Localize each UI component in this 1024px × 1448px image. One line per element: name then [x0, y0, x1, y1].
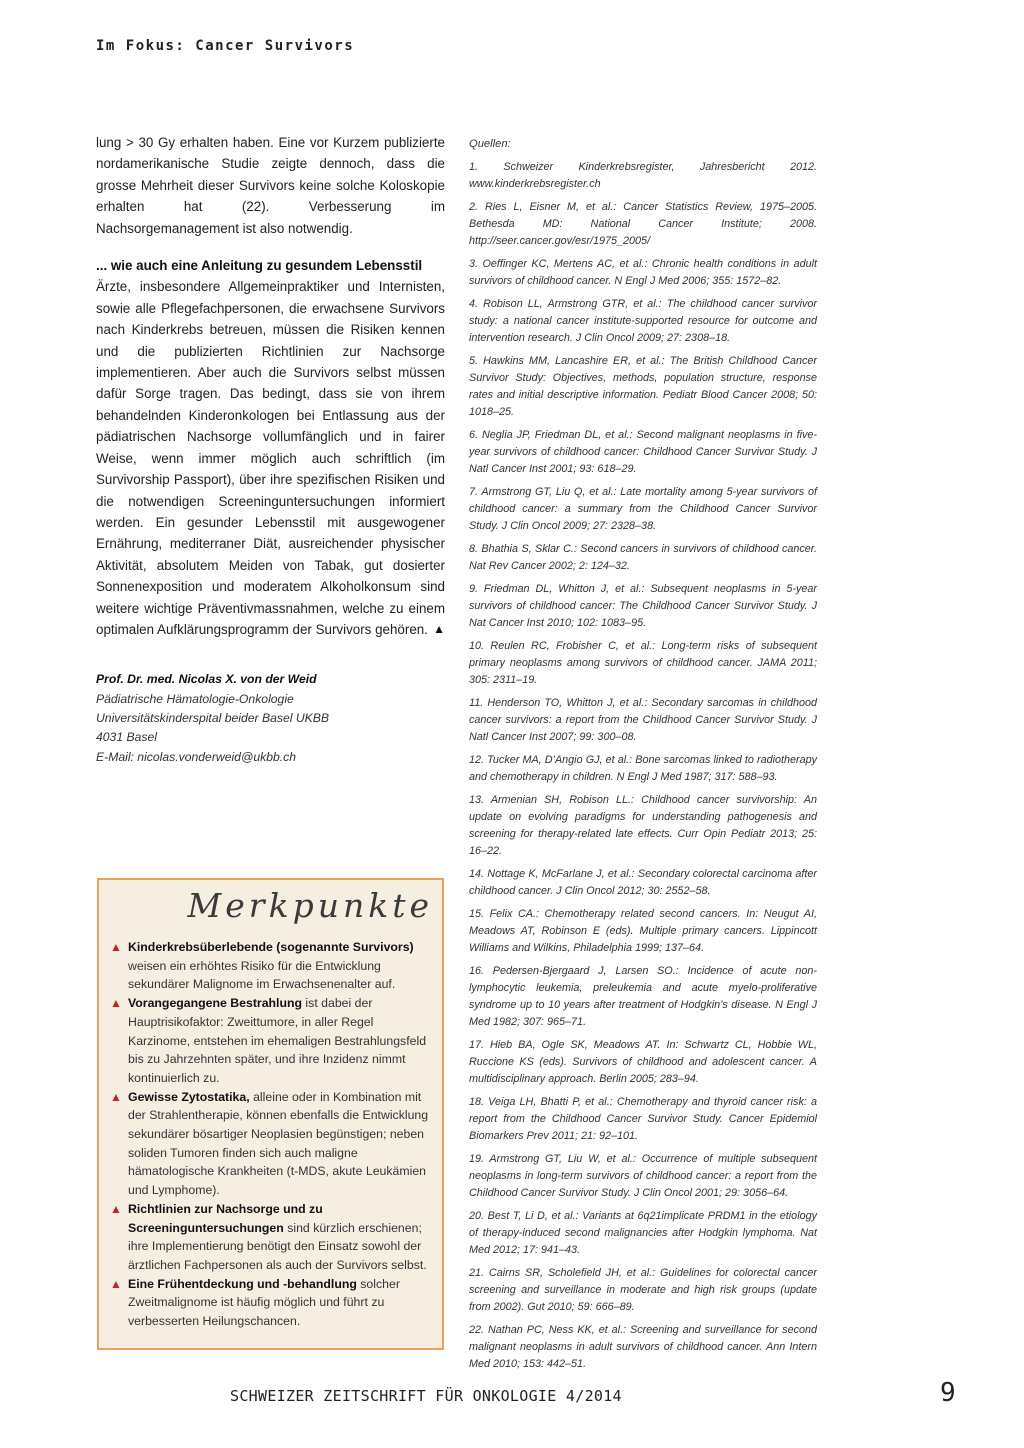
merkpunkte-box: [97, 878, 444, 1350]
reference-item: 10. Reulen RC, Frobisher C, et al.: Long-term risks of subsequent primary neoplasms among survivors of childhood cancer. JAMA 2011; 305: 2311–19.: [469, 640, 817, 686]
merkpunkte-item-text: weisen ein erhöhtes Risiko für die Entwicklung sekundärer Malignome im Erwachsenenalter auf.: [128, 958, 396, 992]
main-paragraph: [96, 276, 445, 640]
merkpunkte-list: [109, 938, 429, 1331]
reference-item: 1. Schweizer Kinderkrebsregister, Jahresbericht 2012. www.kinderkrebsregister.ch: [469, 161, 817, 190]
reference-item: 6. Neglia JP, Friedman DL, et al.: Second malignant neoplasms in five-year survivors of childhood cancer: Childhood Cancer Survivor Study. J Natl Cancer Inst 2001; 93: 618–29.: [469, 429, 817, 475]
merkpunkte-item-bold: Eine Frühentdeckung und -behandlung: [128, 1276, 357, 1291]
merkpunkte-item: [109, 994, 429, 1088]
left-column: [96, 132, 445, 767]
author-email[interactable]: E-Mail: nicolas.vonderweid@ukbb.ch: [96, 749, 297, 764]
reference-item: 5. Hawkins MM, Lancashire ER, et al.: The British Childhood Cancer Survivor Study: Objectives, methods, population structure, response rates and initial descriptive information. Pediatr Blood Cancer 2008; 50: 1018–25.: [469, 355, 817, 418]
merkpunkte-item-text: alleine oder in Kombination mit der Strahlentherapie, können ebenfalls die Entwicklung sekundärer bösartiger Neoplasien begünstigen; neben soliden Tumoren finden sich auch maligne hämatologische Krankheiten (t-MDS, akute Leukämien und Lymphome).: [128, 1089, 429, 1198]
reference-item: 14. Nottage K, McFarlane J, et al.: Secondary colorectal carcinoma after childhood cancer. J Clin Oncol 2012; 30: 2552–58.: [469, 868, 817, 897]
author-city: 4031 Basel: [96, 730, 157, 745]
merkpunkte-title: Merkpunkte: [187, 886, 433, 925]
intro-paragraph: lung > 30 Gy erhalten haben. Eine vor Kurzem publizierte nordamerikanische Studie zeigte dennoch, dass die grosse Mehrheit dieser Survivors keine solche Koloskopie erhalten hat (22). Verbesserung im Nachsorgemanagement ist also notwendig.: [96, 135, 445, 236]
reference-item: 2. Ries L, Eisner M, et al.: Cancer Statistics Review, 1975–2005. Bethesda MD: National Cancer Institute; 2008. http://seer.cancer.gov/esr/1975_2005/: [469, 201, 817, 247]
merkpunkte-item: [109, 1275, 429, 1331]
author-block: [96, 670, 445, 766]
author-department: Pädiatrische Hämatologie-Onkologie: [96, 691, 294, 706]
merkpunkte-item: [109, 1088, 429, 1200]
end-of-article-icon: ▲: [433, 621, 445, 636]
reference-item: 8. Bhathia S, Sklar C.: Second cancers in survivors of childhood cancer. Nat Rev Cancer 2002; 2: 124–32.: [469, 543, 817, 572]
merkpunkte-item-text: sind kürzlich erschienen; ihre Implementierung benötigt den Einsatz sowohl der ärztlichen Fachpersonen als auch der Survivors selbst.: [128, 1220, 427, 1272]
merkpunkte-item-bold: Gewisse Zytostatika,: [128, 1089, 250, 1104]
merkpunkte-item-text: ist dabei der Hauptrisikofaktor: Zweittumore, in aller Regel Karzinome, entstehen im ehemaligen Bestrahlungsfeld bis zu Jahrzehnten später, und ihre Inzidenz nimmt kontinuierlich zu.: [128, 996, 427, 1085]
author-name: Prof. Dr. med. Nicolas X. von der Weid: [96, 672, 317, 687]
reference-item: 15. Felix CA.: Chemotherapy related second cancers. In: Neugut AI, Meadows AT, Robinson E (eds). Multiple primary cancers. Lippincott Williams and Wilkins, Philadelphia 1999; 137–64.: [469, 908, 817, 954]
triangle-bullet-icon: ▲: [110, 1089, 122, 1104]
reference-item: 11. Henderson TO, Whitton J, et al.: Secondary sarcomas in childhood cancer survivors: a report from the Childhood Cancer Survivor Study. J Natl Cancer Inst 2007; 99: 300–08.: [469, 697, 817, 743]
reference-item: 9. Friedman DL, Whitton J, et al.: Subsequent neoplasms in 5-year survivors of childhood cancer: The Childhood Cancer Survivor Study. J Nat Cancer Inst 2010; 102: 1083–95.: [469, 583, 817, 629]
main-paragraph-text: Ärzte, insbesondere Allgemeinpraktiker und Internisten, sowie alle Pflegefachpersonen, die erwachsene Survivors nach Kinderkrebs betreuen, müssen die Risiken kennen und die publizierten Richtlinien zur Nachsorge implementieren. Aber auch die Survivors selbst müssen dafür Sorge tragen. Das bedingt, dass sie von ihrem behandelnden Kinderonkologen bei Entlassung aus der pädiatrischen Nachsorge vollumfänglich und in fairer Weise, wenn immer möglich auch schriftlich (im Survivorship Passport), über ihre spezifischen Risiken und die notwendigen Screeninguntersuchungen informiert werden. Ein gesunder Lebensstil mit ausgewogener Ernährung, mediterraner Diät, ausreichender physischer Aktivität, absolutem Meiden von Tabak, gut dosierter Sonnenexposition und moderatem Alkoholkonsum sind weitere wichtige Präventivmassnahmen, welche zu einem optimalen Aufklärungsprogramm der Survivors gehören.: [96, 279, 445, 637]
merkpunkte-item-bold: Kinderkrebsüberlebende (sogenannte Survivors): [128, 940, 414, 954]
merkpunkte-item: [109, 1200, 429, 1275]
reference-item: 13. Armenian SH, Robison LL.: Childhood cancer survivorship: An update on evolving paradigms for understanding pathogenesis and screening for therapy-related late effects. Curr Opin Pediatr 2013; 25: 16–22.: [469, 794, 817, 857]
merkpunkte-item-text: solcher Zweitmalignome ist häufig möglich und führt zu verbesserten Heilungschancen.: [128, 1276, 400, 1329]
reference-item: 18. Veiga LH, Bhatti P, et al.: Chemotherapy and thyroid cancer risk: a report from the Childhood Cancer Survivor Study. Cancer Epidemiol Biomarkers Prev 2011; 21: 92–101.: [469, 1096, 817, 1142]
reference-item: 21. Cairns SR, Scholefield JH, et al.: Guidelines for colorectal cancer screening and surveillance in moderate and high risk groups (update from 2002). Gut 2010; 59: 666–89.: [469, 1267, 817, 1313]
triangle-bullet-icon: ▲: [110, 940, 122, 954]
merkpunkte-item-bold: Richtlinien zur Nachsorge und zu Screeninguntersuchungen: [128, 1201, 323, 1235]
reference-item: 7. Armstrong GT, Liu Q, et al.: Late mortality among 5-year survivors of childhood cancer: a summary from the Childhood Cancer Survivor Study. J Clin Oncol 2009; 27: 2328–38.: [469, 486, 817, 532]
triangle-bullet-icon: ▲: [110, 1276, 122, 1291]
reference-item: 22. Nathan PC, Ness KK, et al.: Screening and surveillance for second malignant neoplasms in adult survivors of childhood cancer. Ann Intern Med 2010; 153: 442–51.: [469, 1324, 817, 1370]
reference-item: 17. Hieb BA, Ogle SK, Meadows AT. In: Schwartz CL, Hobbie WL, Ruccione KS (eds). Survivors of childhood and adolescent cancer. A multidisciplinary approach. Berlin 2005; 283–94.: [469, 1039, 817, 1085]
section-subheading: ... wie auch eine Anleitung zu gesundem Lebensstil: [96, 258, 423, 274]
reference-item: 3. Oeffinger KC, Mertens AC, et al.: Chronic health conditions in adult survivors of childhood cancer. N Engl J Med 2006; 355: 1572–82.: [469, 258, 817, 287]
reference-item: 16. Pedersen-Bjergaard J, Larsen SO.: Incidence of acute non-lymphocytic leukemia, preleukemia and acute myelo-proliferative syndrome up to 10 years after treatment of Hodgkin’s disease. N Engl J Med 1982; 307: 965–71.: [469, 965, 817, 1028]
author-institution: Universitätskinderspital beider Basel UKBB: [96, 710, 330, 725]
triangle-bullet-icon: ▲: [110, 996, 122, 1011]
reference-item: 12. Tucker MA, D’Angio GJ, et al.: Bone sarcomas linked to radiotherapy and chemotherapy in children. N Engl J Med 1987; 317: 588–93.: [469, 754, 817, 783]
references-column: [469, 138, 817, 1379]
reference-item: 19. Armstrong GT, Liu W, et al.: Occurrence of multiple subsequent neoplasms in long-term survivors of childhood cancer: a report from the Childhood Cancer Survivor Study. J Clin Oncol 2001; 29: 3056–64.: [469, 1153, 817, 1199]
reference-item: 4. Robison LL, Armstrong GTR, et al.: The childhood cancer survivor study: a national cancer institute-supported resource for outcome and intervention research. J Clin Oncol 2009; 27: 2308–18.: [469, 298, 817, 344]
merkpunkte-item-bold: Vorangegangene Bestrahlung: [128, 996, 303, 1011]
references-heading: Quellen:: [469, 138, 511, 150]
running-header: Im Fokus: Cancer Survivors: [96, 38, 355, 54]
page-number: 9: [940, 1378, 956, 1408]
reference-item: 20. Best T, Li D, et al.: Variants at 6q21implicate PRDM1 in the etiology of therapy-induced second malignancies after Hodgkin lymphoma. Nat Med 2012; 17: 941–43.: [469, 1210, 817, 1256]
triangle-bullet-icon: ▲: [110, 1201, 122, 1216]
merkpunkte-item: [109, 938, 429, 994]
footer-journal-title: SCHWEIZER ZEITSCHRIFT FÜR ONKOLOGIE 4/2014: [230, 1387, 622, 1405]
